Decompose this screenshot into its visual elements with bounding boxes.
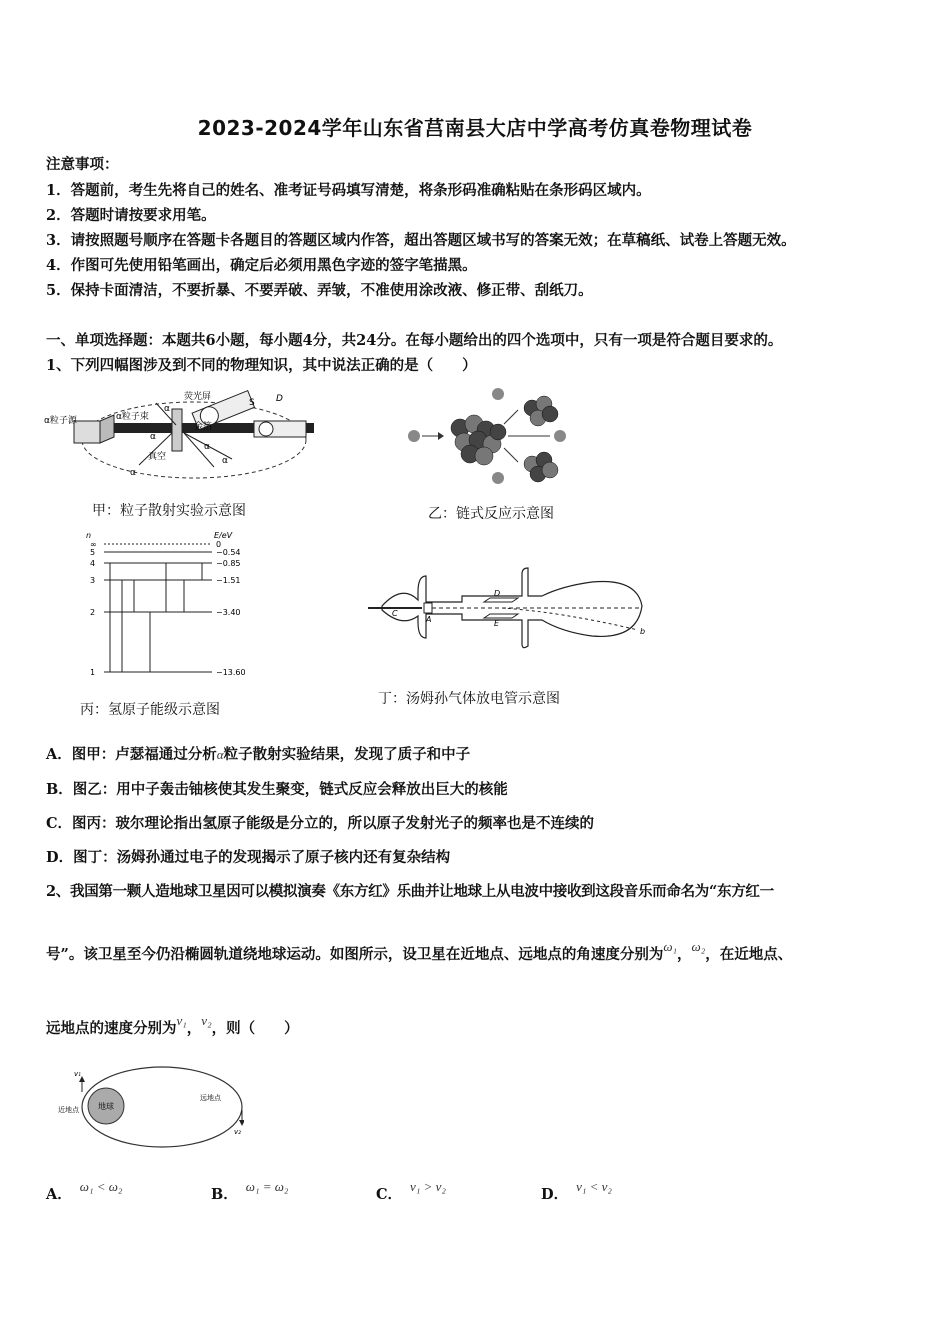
option-b[interactable]: B．图乙：用中子轰击铀核使其发生聚变，链式反应会释放出巨大的核能 — [46, 781, 508, 798]
n-axis-label: n — [86, 531, 92, 540]
level-n: ∞ — [90, 540, 97, 549]
q2-option-c[interactable]: C． v₁ > v₂ — [376, 1179, 446, 1203]
alpha-label: α — [164, 404, 170, 414]
question-2-line3: 远地点的速度分别为v₁，v₂，则（ ） — [46, 1013, 299, 1037]
figure-ding-caption: 丁：汤姆孙气体放电管示意图 — [378, 691, 560, 707]
alpha-label: α — [150, 432, 156, 442]
notice-item: 2．答题时请按要求用笔。 — [46, 207, 216, 224]
q2-option-d[interactable]: D． v₁ < v₂ — [541, 1179, 612, 1203]
level-n: 4 — [90, 559, 96, 568]
s-label: S — [249, 398, 255, 408]
q2-option-b[interactable]: B． ω₁ = ω₂ — [211, 1179, 289, 1203]
b-label: b — [640, 627, 646, 636]
level-e: −3.40 — [216, 608, 241, 617]
v1-label: v₁ — [74, 1070, 81, 1078]
figure-bing-caption: 丙：氢原子能级示意图 — [80, 702, 220, 718]
level-e: 0 — [216, 540, 222, 549]
figure-jia-caption: 甲：粒子散射实验示意图 — [92, 503, 246, 519]
level-n: 2 — [90, 608, 96, 617]
orbit-figure — [54, 1062, 244, 1152]
earth-label: 地球 — [98, 1102, 114, 1111]
alpha-beam-label: α粒子束 — [116, 412, 149, 422]
a-label: A — [426, 615, 432, 624]
perigee-label: 近地点 — [58, 1106, 79, 1114]
figure-yi-caption: 乙：链式反应示意图 — [428, 506, 554, 522]
level-n: 1 — [90, 668, 96, 677]
level-e: −0.54 — [216, 548, 241, 557]
option-c[interactable]: C．图丙：玻尔理论指出氢原子能级是分立的，所以原子发射光子的频率也是不连续的 — [46, 815, 595, 832]
question-2-line1: 2、我国第一颗人造地球卫星因可以模拟演奏《东方红》乐曲并让地球上从电波中接收到这段音乐而命名为“东方红一 — [46, 883, 774, 900]
discharge-tube-figure — [362, 556, 660, 666]
notice-item: 1．答题前，考生先将自己的姓名、准考证号码填写清楚，将条形码准确粘贴在条形码区域内。 — [46, 182, 651, 199]
d-label: D — [276, 394, 283, 404]
e-axis-label: E/eV — [214, 531, 233, 540]
question-2-line2: 号”。该卫星至今仍沿椭圆轨道绕地球运动。如图所示，设卫星在近地点、远地点的角速度分别为ω₁，ω₂，在近地点、 — [46, 939, 793, 963]
energy-level-figure — [84, 528, 254, 688]
apogee-label: 远地点 — [200, 1094, 221, 1102]
vacuum-label: 真空 — [148, 452, 167, 462]
v2-label: v₂ — [234, 1128, 241, 1136]
option-d[interactable]: D．图丁：汤姆孙通过电子的发现揭示了原子核内还有复杂结构 — [46, 849, 451, 866]
question-1-stem: 1、下列四幅图涉及到不同的物理知识，其中说法正确的是（ ） — [46, 357, 477, 374]
alpha-label: α — [204, 442, 210, 452]
alpha-label: α — [130, 468, 136, 478]
level-n: 5 — [90, 548, 96, 557]
page-title: 2023-2024学年山东省莒南县大店中学高考仿真卷物理试卷 — [197, 116, 753, 140]
screen-label: 荧光屏 — [184, 392, 212, 402]
chain-reaction-figure — [400, 380, 580, 490]
level-e: −13.60 — [216, 668, 246, 677]
notice-item: 4．作图可先使用铅笔画出，确定后必须用黑色字迹的签字笔描黑。 — [46, 257, 477, 274]
d-label: D — [494, 589, 501, 598]
alpha-label: α — [222, 456, 228, 466]
foil-label: 金箔 — [194, 422, 213, 432]
level-n: 3 — [90, 576, 96, 585]
c-label: C — [392, 609, 398, 618]
notice-item: 5．保持卡面清洁，不要折暴、不要弄破、弄皱，不准使用涂改液、修正带、刮纸刀。 — [46, 282, 593, 299]
e-label: E — [494, 619, 500, 628]
alpha-scattering-figure — [44, 385, 314, 495]
notice-heading: 注意事项： — [46, 156, 119, 173]
option-a[interactable]: A．图甲：卢瑟福通过分析α粒子散射实验结果，发现了质子和中子 — [46, 746, 471, 763]
notice-item: 3．请按照题号顺序在答题卡各题目的答题区域内作答，超出答题区域书写的答案无效；在草稿纸、试卷上答题无效。 — [46, 232, 796, 249]
level-e: −0.85 — [216, 559, 241, 568]
section-heading: 一、单项选择题：本题共6小题，每小题4分，共24分。在每小题给出的四个选项中，只有一项是符合题目要求的。 — [46, 332, 783, 349]
alpha-source-label: α粒子源 — [44, 416, 77, 426]
q2-option-a[interactable]: A． ω₁ < ω₂ — [46, 1179, 123, 1203]
level-e: −1.51 — [216, 576, 241, 585]
